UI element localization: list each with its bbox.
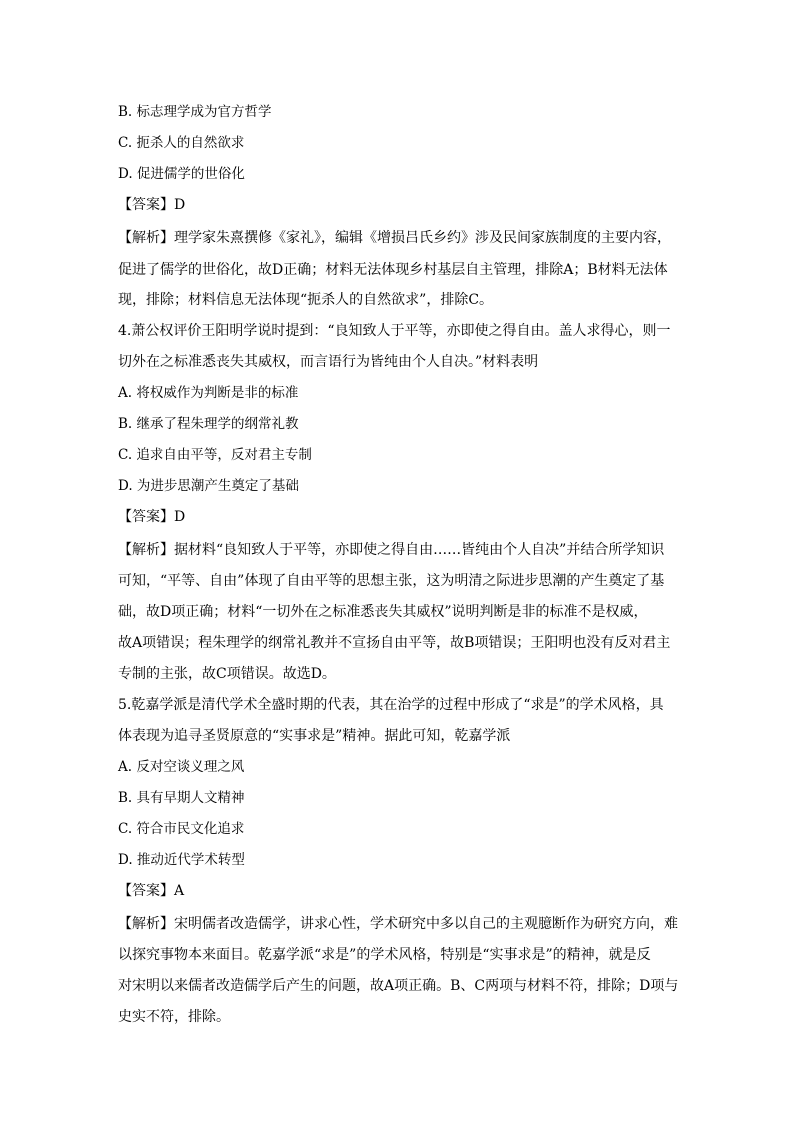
q4-option-d: D. 为进步思潮产生奠定了基础	[118, 478, 299, 494]
q5-stem-line-1: 5.乾嘉学派是清代学术全盛时期的代表，其在治学的过程中形成了“求是”的学术风格，具	[118, 697, 664, 713]
q5-analysis-line-4: 史实不符，排除。	[118, 1009, 230, 1025]
q5-answer: 【答案】A	[118, 883, 185, 899]
q4-analysis-line-2: 可知，“平等、自由”体现了自由平等的思想主张，这为明清之际进步思潮的产生奠定了基	[118, 573, 665, 589]
q3-analysis-line-2: 促进了儒学的世俗化，故D正确；材料无法体现乡村基层自主管理，排除A；B材料无法体	[118, 262, 668, 278]
q4-analysis-line-5: 专制的主张，故C项错误。故选D。	[118, 666, 336, 682]
q4-analysis-line-4: 故A项错误；程朱理学的纲常礼教并不宣扬自由平等，故B项错误；王阳明也没有反对君主	[118, 635, 671, 651]
q5-analysis-line-2: 以探究事物本来面目。乾嘉学派“求是”的学术风格，特别是“实事求是”的精神，就是反	[118, 947, 651, 963]
q3-analysis-line-1: 【解析】理学家朱熹撰修《家礼》，编辑《增损吕氏乡约》涉及民间家族制度的主要内容，	[118, 230, 671, 246]
q4-option-a: A. 将权威作为判断是非的标准	[118, 385, 299, 401]
q3-analysis-line-3: 现，排除；材料信息无法体现“扼杀人的自然欲求”，排除C。	[118, 292, 494, 308]
q5-option-c: C. 符合市民文化追求	[118, 821, 245, 837]
q3-answer: 【答案】D	[118, 197, 186, 213]
q5-option-d: D. 推动近代学术转型	[118, 852, 245, 868]
q5-stem-line-2: 体表现为追寻圣贤原意的“实事求是”精神。据此可知，乾嘉学派	[118, 728, 511, 744]
q4-analysis-line-3: 础，故D项正确；材料“一切外在之标准悉丧失其威权”说明判断是非的标准不是权威，	[118, 604, 648, 620]
q3-option-c: C. 扼杀人的自然欲求	[118, 135, 245, 151]
q5-analysis-line-1: 【解析】宋明儒者改造儒学，讲求心性，学术研究中多以自己的主观臆断作为研究方向，难	[118, 916, 678, 932]
q4-stem-line-2: 切外在之标准悉丧失其威权，而言语行为皆纯由个人自决。”材料表明	[118, 354, 539, 370]
q5-analysis-line-3: 对宋明以来儒者改造儒学后产生的问题，故A项正确。B、C两项与材料不符，排除；D项与	[118, 978, 679, 994]
q4-stem-line-1: 4.萧公权评价王阳明学说时提到：“良知致人于平等，亦即使之得自由。盖人求得心，则一	[118, 323, 671, 339]
q4-analysis-line-1: 【解析】据材料“良知致人于平等，亦即使之得自由……皆纯由个人自决”并结合所学知识	[118, 542, 665, 558]
q5-option-a: A. 反对空谈义理之风	[118, 759, 245, 775]
q4-option-b: B. 继承了程朱理学的纲常礼教	[118, 416, 299, 432]
q4-answer: 【答案】D	[118, 509, 186, 525]
q3-option-b: B. 标志理学成为官方哲学	[118, 104, 272, 120]
q5-option-b: B. 具有早期人文精神	[118, 790, 245, 806]
q3-option-d: D. 促进儒学的世俗化	[118, 166, 245, 182]
q4-option-c: C. 追求自由平等，反对君主专制	[118, 447, 312, 463]
